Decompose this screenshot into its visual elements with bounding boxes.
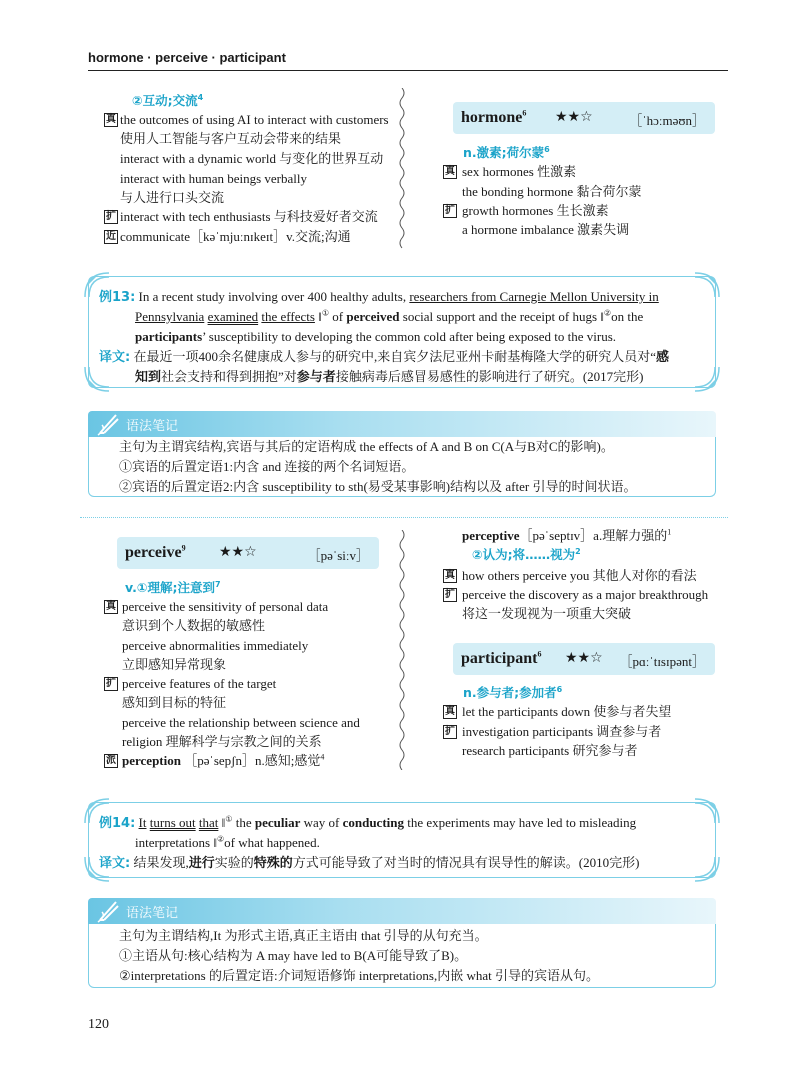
section-separator xyxy=(80,517,728,518)
example-line: investigation participants 调查参与者 xyxy=(462,724,662,739)
headword: hormone$^6$ xyxy=(461,108,527,126)
pen-icon xyxy=(96,898,122,924)
phonetic: ［pɑːˈtɪsɪpənt］ xyxy=(619,654,705,669)
headword: perceive$^9$ xyxy=(125,543,186,561)
example-14-box xyxy=(88,802,716,878)
example-line: sex hormones 性激素 xyxy=(462,164,577,179)
wavy-divider xyxy=(397,530,407,770)
frequency-stars-icon: ★★☆ xyxy=(555,109,593,125)
frequency-stars-icon: ★★☆ xyxy=(219,544,257,560)
meaning-line: v.①理解;注意到$^7$ xyxy=(125,579,221,595)
meaning-line: ②认为;将……视为$^2$ xyxy=(472,546,581,562)
translation-line: 立即感知异常现象 xyxy=(122,657,227,672)
page-number: 120 xyxy=(88,1017,109,1032)
meaning-line: n.激素;荷尔蒙$^6$ xyxy=(463,144,550,160)
grammar-note-header xyxy=(88,411,716,437)
authentic-tag-icon: 真 xyxy=(106,601,116,612)
grammar-line: 主句为主谓宾结构,宾语与其后的定语构成 the effects of A and B on C(A与B对C的影响)。 xyxy=(119,439,614,454)
example-line: research participants 研究参与者 xyxy=(462,743,638,758)
phonetic: ［pəˈsiːv］ xyxy=(307,548,369,563)
extend-tag-icon: 扩 xyxy=(445,205,455,216)
derivative-line: perceptive［pəˈseptɪv］a.理解力强的$^1$ xyxy=(462,527,672,543)
derivative-tag-icon: 派 xyxy=(106,755,116,766)
phonetic: ［ˈhɔːməʊn］ xyxy=(629,113,705,128)
grammar-note-title: 语法笔记 xyxy=(126,419,179,434)
grammar-line: 主句为主谓结构,It 为形式主语,真正主语由 that 引导的从句充当。 xyxy=(119,928,488,943)
grammar-line: ②宾语的后置定语2:内含 susceptibility to sth(易受某事影响)结构以及 after 引导的时间状语。 xyxy=(119,479,637,494)
example-line: perceive the discovery as a major breakthrough xyxy=(462,587,709,602)
translation-line: 使用人工智能与客户互动会带来的结果 xyxy=(120,131,342,146)
example-line: how others perceive you 其他人对你的看法 xyxy=(462,568,697,583)
translation-line: 与人进行口头交流 xyxy=(120,190,225,205)
authentic-tag-icon: 真 xyxy=(445,166,455,177)
authentic-tag-icon: 真 xyxy=(445,706,455,717)
running-header: hormone · perceive · participant xyxy=(88,50,286,65)
ornament-corner-icon xyxy=(693,365,721,393)
example-line: let the participants down 使参与者失望 xyxy=(462,704,672,719)
meaning-line: ②互动;交流$^4$ xyxy=(132,92,204,108)
example-13-box xyxy=(88,276,716,388)
ornament-corner-icon xyxy=(693,271,721,299)
extend-tag-icon: 扩 xyxy=(445,726,455,737)
extend-tag-icon: 扩 xyxy=(106,678,116,689)
translation-line: 译文: 结果发现,进行实验的特殊的方式可能导致了对当时的情况具有误导性的解读。(2010完形) xyxy=(99,855,640,871)
grammar-line: ①主语从句:核心结构为 A may have led to B(A可能导致了B)。 xyxy=(119,948,468,963)
grammar-note-title: 语法笔记 xyxy=(126,906,179,921)
example-sentence-line: 例13: In a recent study involving over 400 healthy adults, researchers from Carnegie Mellon University in xyxy=(99,289,659,305)
extend-tag-icon: 扩 xyxy=(445,589,455,600)
ornament-corner-icon xyxy=(693,797,721,825)
translation-line: 感知到目标的特征 xyxy=(122,695,227,710)
example-line: the outcomes of using AI to interact with customers xyxy=(120,112,389,127)
derivative-line: perception ［pəˈsepʃn］n.感知;感觉$^4$ xyxy=(122,752,325,768)
translation-line: 意识到个人数据的敏感性 xyxy=(122,618,266,633)
example-line: interact with tech enthusiasts 与科技爱好者交流 xyxy=(120,209,378,224)
grammar-note-body xyxy=(88,437,716,497)
example-line: interact with a dynamic world 与变化的世界互动 xyxy=(120,151,384,166)
example-line: growth hormones 生长激素 xyxy=(462,203,609,218)
example-line: interact with human beings verbally xyxy=(120,171,308,186)
translation-line: 将这一发现视为一项重大突破 xyxy=(462,606,632,621)
example-sentence-line: participants’ susceptibility to developing the common cold after being exposed to the virus. xyxy=(135,329,617,344)
translation-line: 译文: 在最近一项400余名健康成人参与的研究中,来自宾夕法尼亚州卡耐基梅隆大学的研究人员对“感 xyxy=(99,349,670,365)
example-line: the bonding hormone 黏合荷尔蒙 xyxy=(462,184,642,199)
example-line: perceive features of the target xyxy=(122,676,277,691)
headword: participant$^6$ xyxy=(461,649,542,667)
example-line: perceive the relationship between science and xyxy=(122,715,360,730)
grammar-note-body xyxy=(88,924,716,988)
authentic-tag-icon: 真 xyxy=(445,570,455,581)
ornament-corner-icon xyxy=(693,855,721,883)
authentic-tag-icon: 真 xyxy=(106,114,116,125)
perceive-entry-head xyxy=(117,537,379,569)
grammar-note-header xyxy=(88,898,716,924)
example-sentence-line: Pennsylvania examined the effects ‖① of perceived social support and the receipt of hugs ‖②on the xyxy=(135,308,644,324)
frequency-stars-icon: ★★☆ xyxy=(565,650,603,666)
meaning-line: n.参与者;参加者$^6$ xyxy=(463,684,563,700)
wavy-divider xyxy=(397,88,407,250)
pen-icon xyxy=(96,411,122,437)
participant-entry-head xyxy=(453,643,715,675)
extend-tag-icon: 扩 xyxy=(106,211,116,222)
example-line: perceive abnormalities immediately xyxy=(122,638,309,653)
example-line: a hormone imbalance 激素失调 xyxy=(462,222,630,237)
example-line: perceive the sensitivity of personal data xyxy=(122,599,329,614)
example-line: religion 理解科学与宗教之间的关系 xyxy=(122,734,322,749)
subject-underline: researchers from Carnegie Mellon University in xyxy=(409,289,659,304)
grammar-line: ①宾语的后置定语1:内含 and 连接的两个名词短语。 xyxy=(119,459,415,474)
grammar-line: ②interpretations 的后置定语:介词短语修饰 interpretations,内嵌 what 引导的宾语从句。 xyxy=(119,968,599,983)
synonym-tag-icon: 近 xyxy=(106,231,116,242)
ornament-corner-icon xyxy=(83,365,111,393)
hormone-entry-head xyxy=(453,102,715,134)
synonym-line: communicate［kəˈmjuːnɪkeɪt］v.交流;沟通 xyxy=(120,229,351,244)
header-rule xyxy=(88,70,728,71)
translation-line: 知到社会支持和得到拥抱”对参与者接触病毒后感冒易感性的影响进行了研究。(2017完形) xyxy=(135,369,644,384)
example-sentence-line: interpretations ‖②of what happened. xyxy=(135,834,320,850)
example-sentence-line: 例14: It turns out that ‖① the peculiar way of conducting the experiments may have led to misleading xyxy=(99,814,637,831)
